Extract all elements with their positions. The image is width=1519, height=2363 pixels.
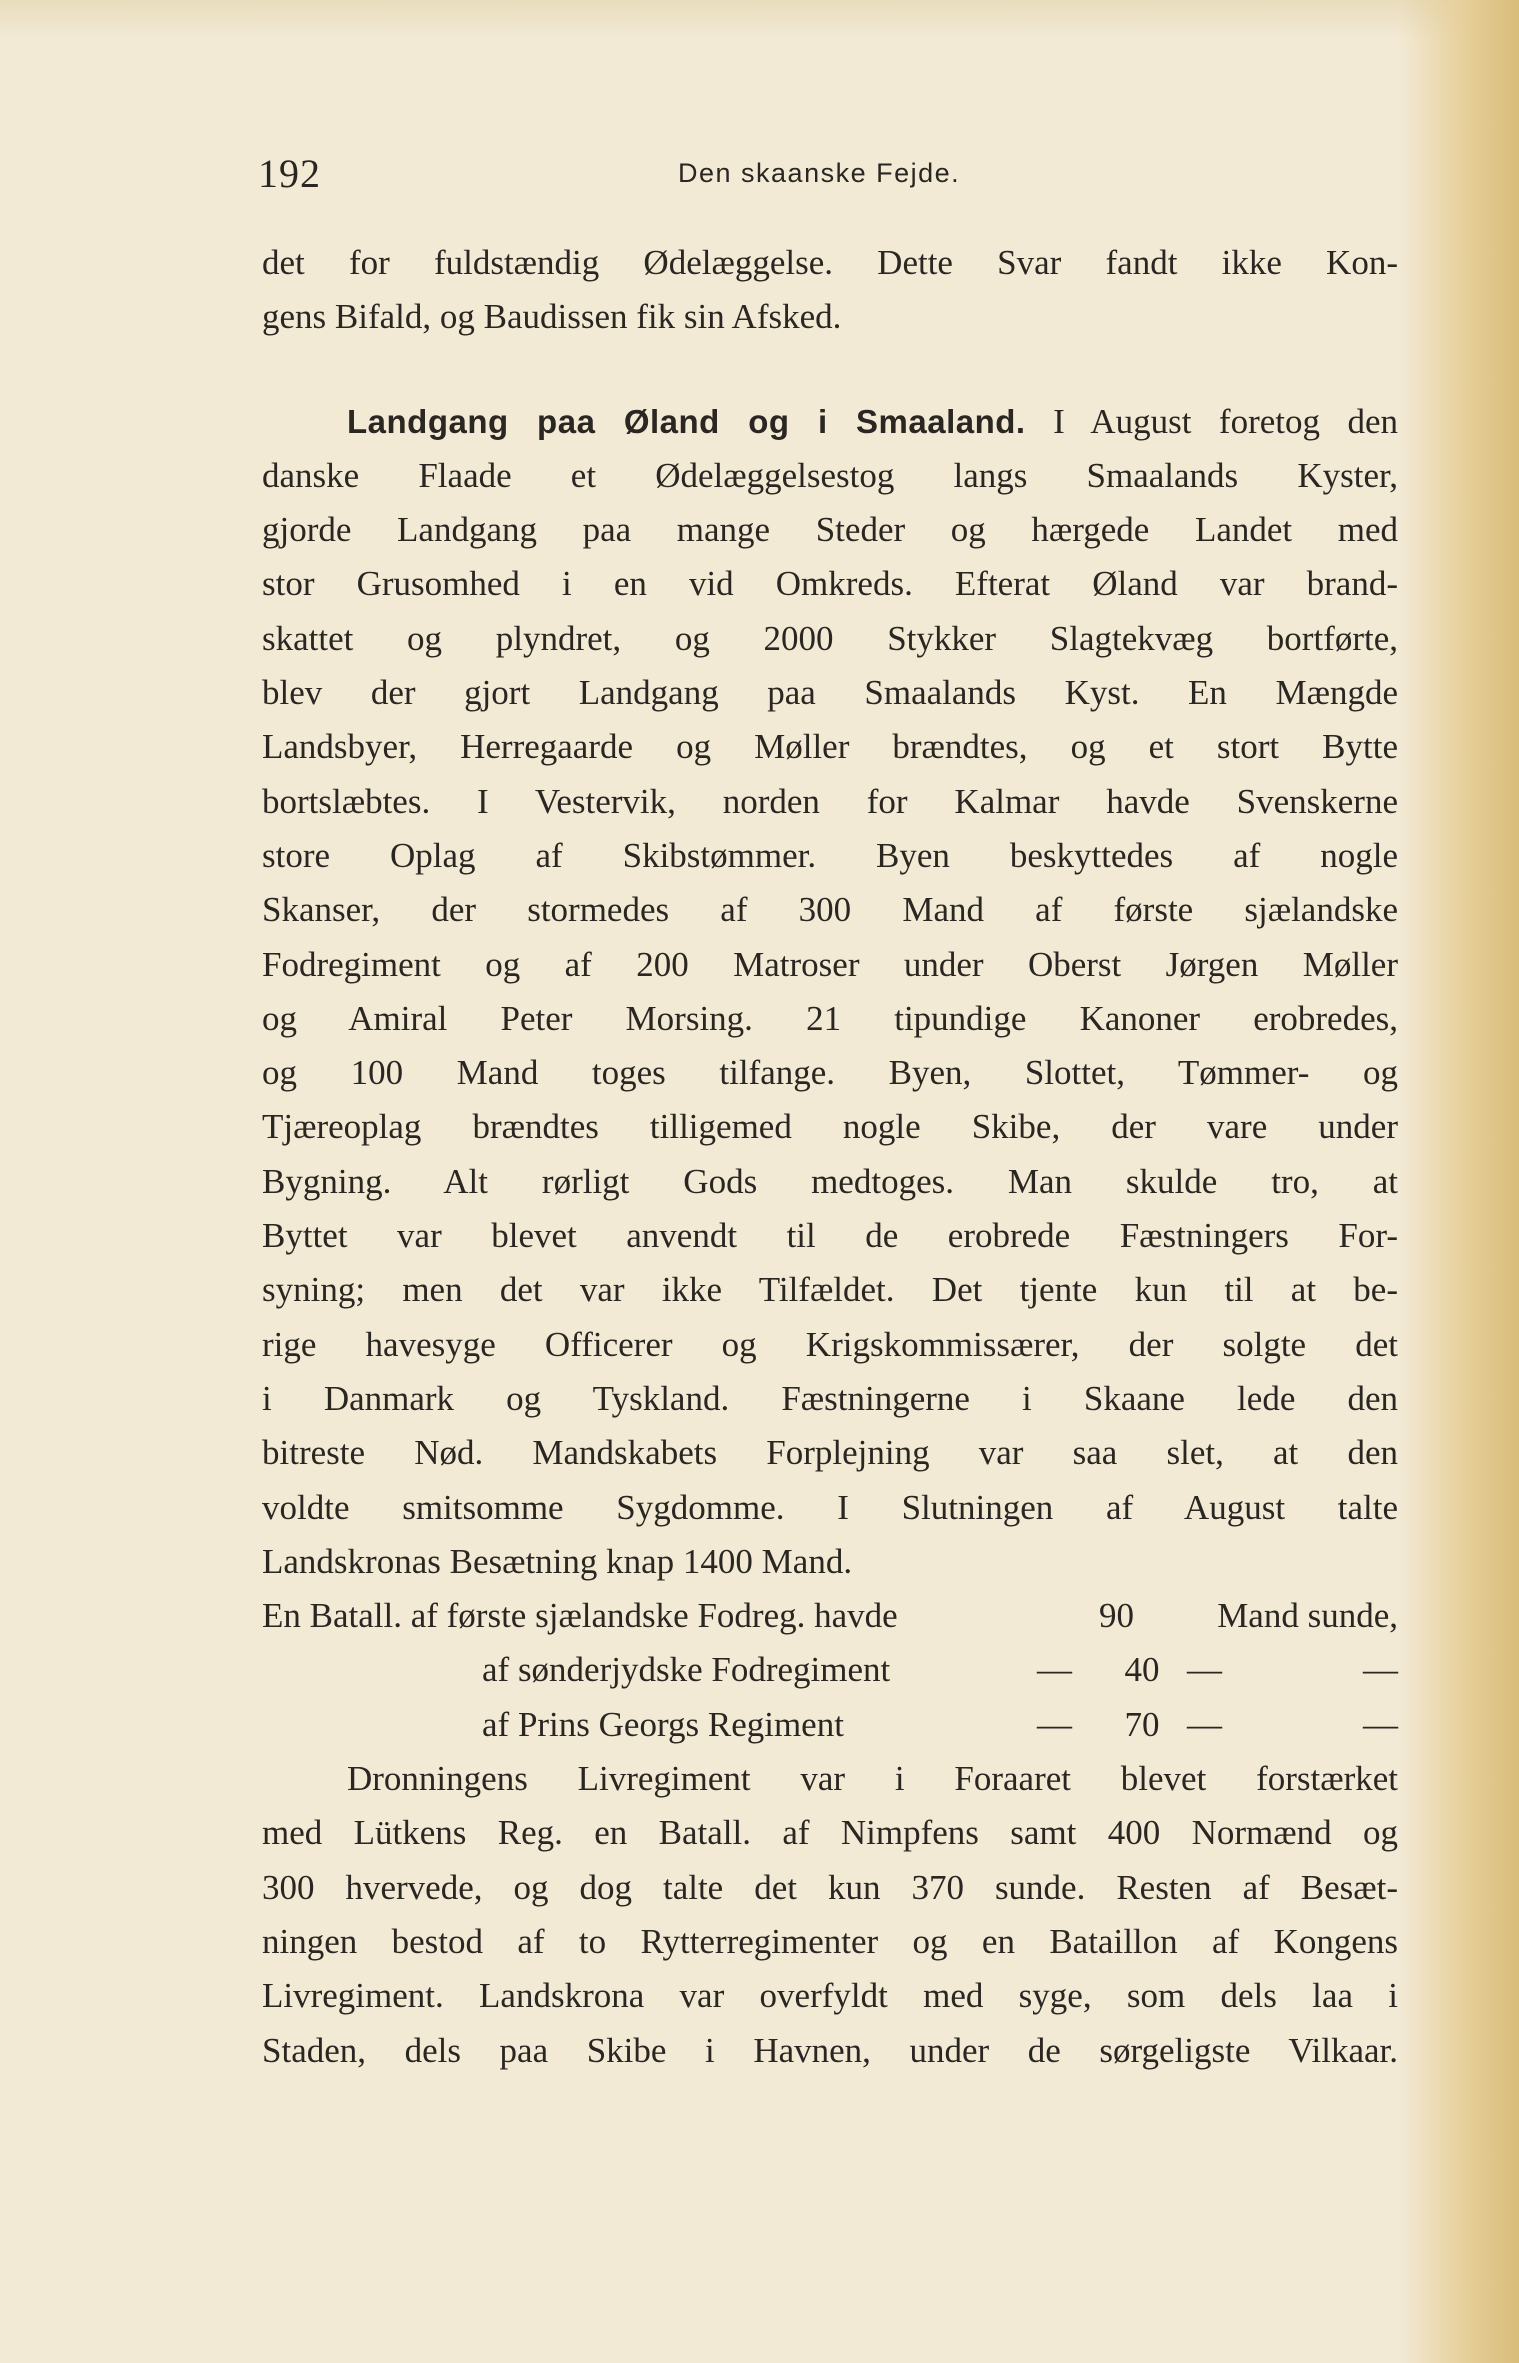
paragraph-gap xyxy=(262,345,1398,395)
text-line: i Danmark og Tyskland. Fæstningerne i Skaane lede den xyxy=(262,1378,1398,1418)
text-line: bitreste Nød. Mandskabets Forplejning var saa slet, at den xyxy=(262,1433,1398,1473)
text-line: voldte smitsomme Sygdomme. I Slutningen af August talte xyxy=(262,1487,1398,1527)
text-line: og 100 Mand toges tilfange. Byen, Slottet, Tømmer- og xyxy=(262,1053,1398,1093)
text-line: med Lütkens Reg. en Batall. af Nimpfens samt 400 Normænd og xyxy=(262,1813,1398,1853)
table-row xyxy=(262,1698,1398,1752)
text-line: Landskronas Besætning knap 1400 Mand. xyxy=(262,1541,853,1581)
text-line xyxy=(262,395,1398,449)
table-dash: — xyxy=(1187,1650,1222,1690)
paragraph-1 xyxy=(262,236,1398,345)
heading-line-rest: I August foretog den xyxy=(1053,401,1399,441)
text-line: gjorde Landgang paa mange Steder og hærgede Landet med xyxy=(262,510,1398,550)
text-line: Landsbyer, Herregaarde og Møller brændtes, og et stort Bytte xyxy=(262,727,1398,767)
text-line: Livregiment. Landskrona var overfyldt med syge, som dels laa i xyxy=(262,1976,1398,2016)
text-line: Skanser, der stormedes af 300 Mand af første sjælandske xyxy=(262,890,1398,930)
text-line: Dronningens Livregiment var i Foraaret blevet forstærket xyxy=(347,1759,1398,1799)
text-line: ningen bestod af to Rytterregimenter og en Bataillon af Kongens xyxy=(262,1921,1398,1961)
text-line: blev der gjort Landgang paa Smaalands Kyst. En Mængde xyxy=(262,673,1398,713)
table-dash: — xyxy=(1363,1704,1398,1744)
body-text xyxy=(262,236,1398,2078)
text-line: syning; men det var ikke Tilfældet. Det tjente kun til at be- xyxy=(262,1270,1398,1310)
page-top-shade xyxy=(0,0,1519,40)
paragraph-3 xyxy=(262,1752,1398,2078)
text-line: store Oplag af Skibstømmer. Byen beskyttedes af nogle xyxy=(262,835,1398,875)
text-line: danske Flaade et Ødelæggelsestog langs Smaalands Kyster, xyxy=(262,455,1398,495)
text-line: det for fuldstændig Ødelæggelse. Dette Svar fandt ikke Kon- xyxy=(262,243,1398,282)
table-dash: — xyxy=(1187,1704,1222,1744)
table-row xyxy=(262,1589,1398,1643)
text-line: skattet og plyndret, og 2000 Stykker Slagtekvæg bortførte, xyxy=(262,618,1398,658)
text-line: Byttet var blevet anvendt til de erobrede Fæstningers For- xyxy=(262,1216,1398,1256)
text-line: rige havesyge Officerer og Krigskommissærer, der solgte det xyxy=(262,1324,1398,1364)
text-line: Tjæreoplag brændtes tilligemed nogle Skibe, der vare under xyxy=(262,1107,1398,1147)
text-line: 300 hvervede, og dog talte det kun 370 sunde. Resten af Besæt- xyxy=(262,1867,1398,1907)
text-line: og Amiral Peter Morsing. 21 tipundige Kanoner erobredes, xyxy=(262,998,1398,1038)
text-line: stor Grusomhed i en vid Omkreds. Efterat Øland var brand- xyxy=(262,564,1398,604)
table-label: af Prins Georgs Regiment xyxy=(482,1704,844,1744)
page-edge-shadow xyxy=(1399,0,1519,2363)
table-dash: — xyxy=(1037,1650,1072,1690)
table-label: af sønderjydske Fodregiment xyxy=(482,1650,891,1690)
section-heading: Landgang paa Øland og i Smaaland. xyxy=(347,402,1026,440)
running-title: Den skaanske Fejde. xyxy=(678,158,961,188)
text-line: gens Bifald, og Baudissen fik sin Afsked. xyxy=(262,297,842,337)
page-number: 192 xyxy=(258,151,321,196)
table-number: 40 xyxy=(1124,1650,1160,1690)
table-label: En Batall. af første sjælandske Fodreg. havde xyxy=(262,1596,898,1636)
table-rest: Mand sunde, xyxy=(1217,1596,1398,1636)
text-line: Bygning. Alt rørligt Gods medtoges. Man skulde tro, at xyxy=(262,1161,1398,1201)
table-dash: — xyxy=(1037,1704,1072,1744)
text-line: bortslæbtes. I Vestervik, norden for Kalmar havde Svenskerne xyxy=(262,781,1398,821)
garrison-table xyxy=(262,1589,1398,1752)
table-number: 90 xyxy=(1099,1596,1134,1636)
text-line: Staden, dels paa Skibe i Havnen, under de sørgeligste Vilkaar. xyxy=(262,2030,1398,2070)
table-dash: — xyxy=(1363,1650,1398,1690)
text-line: Fodregiment og af 200 Matroser under Oberst Jørgen Møller xyxy=(262,944,1398,984)
table-number: 70 xyxy=(1124,1704,1160,1744)
paragraph-2 xyxy=(262,395,1398,1590)
table-row xyxy=(262,1643,1398,1697)
page-header xyxy=(258,150,1408,194)
